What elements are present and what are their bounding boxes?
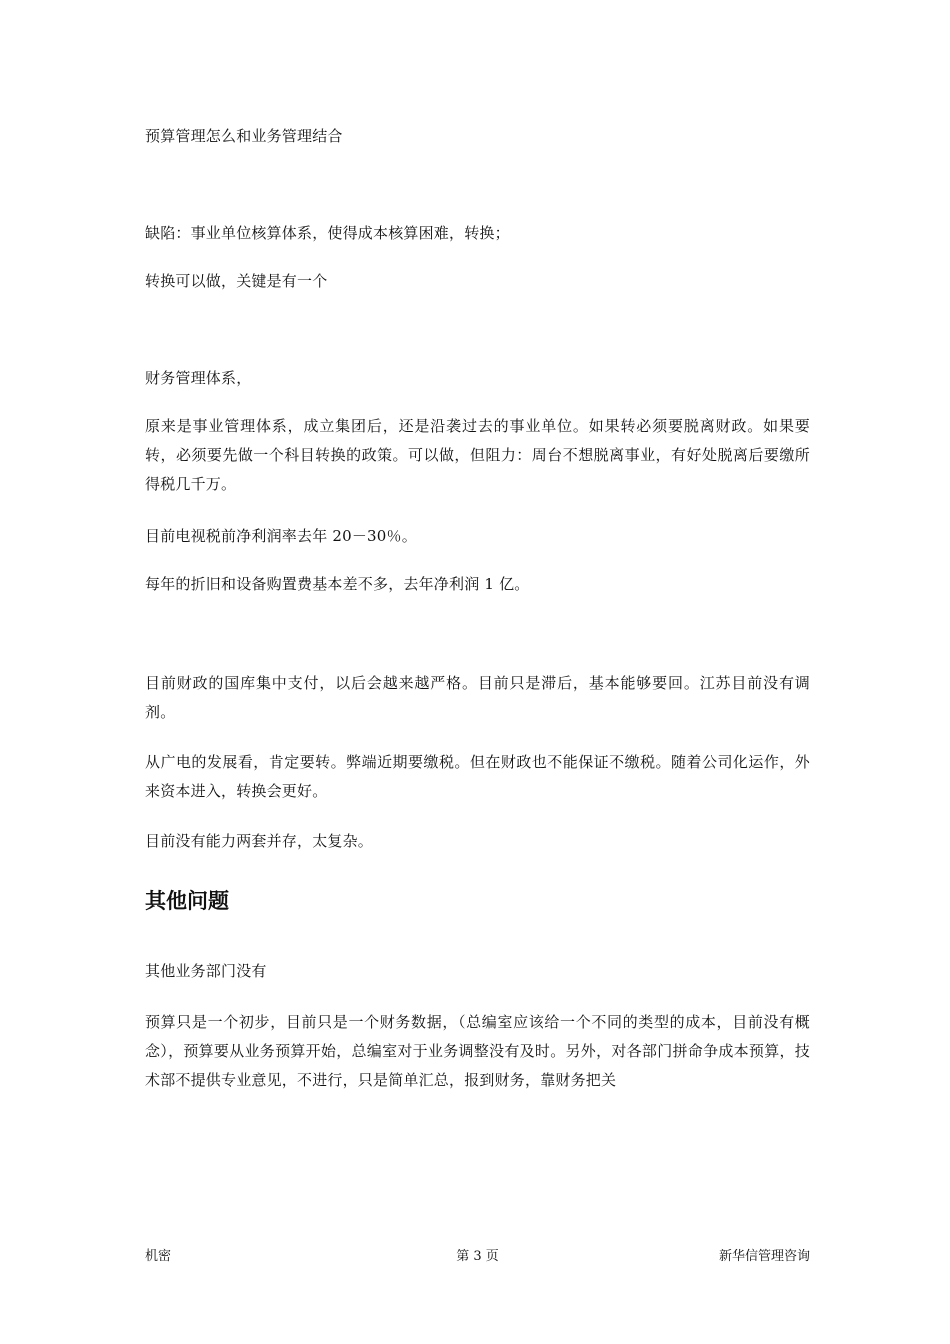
paragraph-development: 从广电的发展看，肯定要转。弊端近期要缴税。但在财政也不能保证不缴税。随着公司化运作，外来资本进入，转换会更好。 — [145, 753, 810, 800]
page-footer — [145, 1245, 810, 1269]
paragraph-treasury-payment: 目前财政的国库集中支付，以后会越来越严格。目前只是滞后，基本能够要回。江苏目前没有调剂。 — [145, 674, 810, 721]
paragraph-original-system: 原来是事业管理体系，成立集团后，还是沿袭过去的事业单位。如果转必须要脱离财政。如果要转，必须要先做一个科目转换的政策。可以做，但阻力：周台不想脱离事业，有好处脱离后要缴所得税几千万。 — [145, 417, 810, 493]
paragraph-budget-integration: 预算管理怎么和业务管理结合 — [145, 127, 343, 145]
footer-company: 新华信管理咨询 — [718, 1249, 810, 1264]
paragraph-budget-preliminary: 预算只是一个初步，目前只是一个财务数据，（总编室应该给一个不同的类型的成本，目前没有概念），预算要从业务预算开始，总编室对于业务调整没有及时。另外，对各部门拼命争成本预算，技术部不提供专业意见，不进行，只是简单汇总，报到财务，靠财务把关 — [145, 1013, 810, 1089]
paragraph-conversion-possible: 转换可以做，关键是有一个 — [145, 272, 328, 290]
paragraph-profit-rate: 目前电视税前净利润率去年 20－30％。 — [145, 527, 417, 545]
paragraph-defects: 缺陷：事业单位核算体系，使得成本核算困难，转换； — [145, 224, 510, 242]
section-heading-other-issues: 其他问题 — [145, 889, 229, 913]
paragraph-depreciation: 每年的折旧和设备购置费基本差不多，去年净利润 1 亿。 — [145, 575, 530, 593]
paragraph-finance-system: 财务管理体系， — [145, 369, 252, 387]
footer-confidential: 机密 — [145, 1249, 172, 1264]
paragraph-no-capacity: 目前没有能力两套并存，太复杂。 — [145, 832, 374, 850]
footer-page-number: 第 3 页 — [456, 1249, 499, 1264]
paragraph-other-departments: 其他业务部门没有 — [145, 962, 267, 980]
